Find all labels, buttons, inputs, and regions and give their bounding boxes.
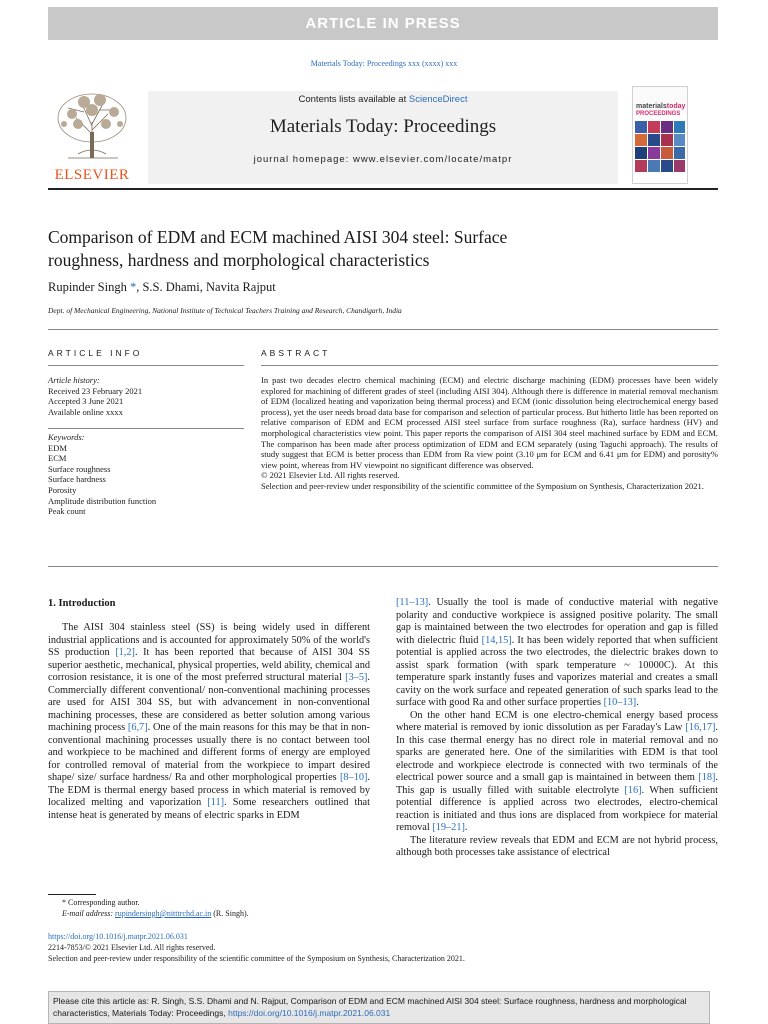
corresponding-author-marker[interactable]: *	[126, 280, 137, 294]
body-text: . The EDM is thermal energy based process in which material is removed by localized melting and vaporization	[48, 772, 370, 808]
contents-prefix: Contents lists available at	[298, 94, 409, 105]
journal-cover-thumbnail[interactable]	[632, 86, 688, 184]
body-text: .	[464, 822, 468, 833]
elsevier-tree-icon	[48, 88, 136, 164]
history-label: Article history:	[48, 375, 100, 385]
email-suffix: (R. Singh).	[211, 909, 249, 918]
body-text: .	[636, 697, 639, 708]
body-text: On the other hand ECM is one electro-chemical energy based process where material is removed by ionic dissolution as per Faraday's Law	[396, 709, 718, 733]
contents-line	[148, 94, 618, 105]
title-line-2: roughness, hardness and morphological characteristics	[48, 250, 430, 270]
issn-line: 2214-7853/© 2021 Elsevier Ltd. All rights reserved.	[48, 943, 216, 952]
citation-ref-link[interactable]: [14,15]	[481, 634, 512, 646]
citation-ref-link[interactable]: [18]	[698, 772, 716, 783]
keyword: Surface hardness	[48, 474, 106, 485]
elsevier-logo[interactable]	[48, 88, 136, 184]
cover-subtitle: PROCEEDINGS	[636, 111, 681, 117]
email-label: E-mail address:	[62, 909, 116, 918]
citation-text: Please cite this article as: R. Singh, S.S. Dhami and N. Rajput, Comparison of EDM and ECM machined AISI 304 steel: Surface roughness, hardness and morphological characteristics, Materials Today: Proceedings,	[53, 996, 687, 1018]
footnote-rule	[48, 894, 96, 895]
peer-review-line: Selection and peer-review under responsibility of the scientific committee of the Symposium on Synthesis, Characterization 2021.	[48, 954, 465, 963]
abstract-peer-review: Selection and peer-review under responsibility of the scientific committee of the Symposium on Synthesis, Characterization 2021.	[261, 480, 704, 491]
body-text: The literature review reveals that EDM and ECM are not hybrid process, although both processes take assistance of electrical	[396, 834, 718, 858]
cover-brand-b: today	[666, 103, 686, 110]
doi-block	[48, 931, 718, 964]
header-rule	[48, 188, 718, 190]
abstract-heading: ABSTRACT	[261, 348, 331, 358]
abstract-body	[261, 375, 718, 492]
body-paragraph	[396, 835, 718, 860]
abstract-text: In past two decades electro chemical machining (ECM) and electric discharge machining (EDM) processes have been widely explored for machining of different grades of steel (including AISI 304). Although there is difference in material removal mechanism of EDM (localized heating and vaporization being thermal process) and ECM (ionic dissolution being electrochemical energy based process), yet the user needs broad data base for comparison and selection of particular process. But hitherto little has been reported on relative comparison of EDM and ECM processed AISI steel surface from surface roughness (Ra), surface hardness (HV) and morphological characteristics view point. This paper reports the comparison of AISI 304 steel machined surface by EDM and ECM. The comparison has been made after process optimization of EDM and ECM separately (using Taguchi approach). The results of study suggest that ECM is better process than EDM from Ra view point (3.10 μm for ECM and 6.41 μm for EDM) and porosity% view point, whereas from HV viewpoint no significant difference was observed.	[261, 375, 718, 470]
email-line	[48, 908, 368, 919]
body-text: . In this case thermal energy has no direct role in material removal and no sparks are generated here. One of the similarities with EDM is that tool electrode and workpiece electrode is connected with two terminals of the electrical power source and a small gap is maintained in between them	[396, 722, 718, 783]
body-column-left	[48, 622, 370, 822]
keyword: Porosity	[48, 484, 77, 495]
keywords	[48, 432, 244, 517]
abstract-bottom-rule	[48, 566, 718, 567]
corresponding-author-note: * Corresponding author.	[62, 898, 140, 907]
journal-reference[interactable]: Materials Today: Proceedings xxx (xxxx) xxx	[310, 59, 458, 68]
masthead	[48, 84, 718, 186]
keyword: Amplitude distribution function	[48, 495, 157, 506]
body-text: . When sufficient potential difference is applied across two electrodes, electro-chemical reaction is initiated and thus ions are displaced from workpiece for material removal	[396, 784, 718, 833]
keyword: Surface roughness	[48, 463, 111, 474]
journal-homepage[interactable]: journal homepage: www.elsevier.com/locate/matpr	[253, 154, 513, 165]
publisher-name: ELSEVIER	[54, 167, 130, 183]
keyword: Peak count	[48, 506, 86, 517]
title-line-1: Comparison of EDM and ECM machined AISI 304 steel: Surface	[48, 227, 508, 247]
article-info-rule	[48, 365, 244, 366]
citation-ref-link[interactable]: [16]	[624, 784, 642, 796]
journal-header	[148, 91, 618, 184]
keywords-rule	[48, 428, 244, 429]
citation-ref-link[interactable]: [6,7]	[127, 722, 148, 733]
body-paragraph	[396, 710, 718, 835]
body-text: . This gap is usually filled with suitable electrolyte	[396, 772, 718, 796]
received-date: Received 23 February 2021	[48, 385, 143, 396]
cover-brand-a: materials	[636, 103, 667, 110]
citation-ref-link[interactable]: [10–13]	[603, 697, 637, 708]
accepted-date: Accepted 3 June 2021	[48, 396, 124, 407]
citation-ref-link[interactable]: [3–5]	[345, 672, 368, 683]
sciencedirect-link[interactable]: ScienceDirect	[408, 94, 468, 105]
body-text: . It has been widely reported that when sufficient potential is applied across the two electrodes, the dielectric brakes down to assist spark formation (with spark temperature ~ 10000C). At this temperature spark instantly fuses and vaporizes material and creates a small cavity on the work surface and repeated generation of such sparks lead to the surface with good Ra and other surface properties	[396, 634, 718, 708]
body-text: . Commercially different conventional/ non-conventional machining processes are used for AISI 304 SS, but with advancement in non-conventional machining processes, these are considered as better solution among various machining process	[48, 672, 370, 733]
citation-ref-link[interactable]: [8–10]	[339, 772, 368, 783]
affiliation: Dept. of Mechanical Engineering, National Institute of Technical Teachers Training and Research, Chandigarh, India	[48, 306, 402, 315]
body-text: . Some researchers outlined that intense heat is generated by means of electric sparks in EDM	[48, 797, 370, 821]
citation-box	[48, 991, 710, 1024]
doi-link[interactable]: https://doi.org/10.1016/j.matpr.2021.06.031	[48, 932, 188, 941]
citation-ref-link[interactable]: [11]	[207, 797, 225, 808]
citation-ref-link[interactable]: [11–13]	[396, 597, 429, 608]
body-paragraph	[396, 597, 718, 710]
abstract-copyright: © 2021 Elsevier Ltd. All rights reserved.	[261, 470, 400, 481]
body-text: . One of the main reasons for this may be that in non-conventional machining processes usually there is no contact between tool and workpiece to be machined and different forms of energy are employed for controlled removal of material from the workpiece to impart desired shape/ size/ surface hardness/ Ra and other morphological properties	[48, 722, 370, 783]
email-link[interactable]: rupindersingh@nitttrchd.ac.in	[115, 909, 212, 918]
author-rest: , S.S. Dhami, Navita Rajput	[136, 280, 276, 294]
citation-ref-link[interactable]: [1,2]	[115, 647, 135, 658]
body-text: The AISI 304 stainless steel (SS) is being widely used in different industrial applications and is accounted for approximately 50% of the world's SS production	[48, 622, 370, 658]
authors	[48, 280, 276, 295]
journal-title: Materials Today: Proceedings	[269, 116, 497, 137]
article-history	[48, 375, 244, 417]
keyword: EDM	[48, 442, 67, 453]
citation-ref-link[interactable]: [16,17]	[685, 722, 716, 733]
article-in-press-banner: ARTICLE IN PRESS	[48, 7, 718, 40]
body-column-right	[396, 597, 718, 860]
cover-image-grid-icon	[635, 121, 685, 177]
body-paragraph	[48, 622, 370, 822]
body-text: . It has been reported that because of AISI 304 SS superior aesthetic, mechanical, physical properties, weld ability, chemical and corrosion resistance, it is one of the most preferred structural material	[48, 647, 370, 683]
citation-ref-link[interactable]: [19–21]	[432, 822, 465, 833]
section-rule	[48, 329, 718, 330]
article-info-heading: ARTICLE INFO	[48, 348, 143, 358]
keyword: ECM	[48, 453, 67, 464]
online-date: Available online xxxx	[48, 406, 123, 417]
abstract-rule	[261, 365, 718, 366]
keywords-label: Keywords:	[48, 432, 85, 442]
author-first: Rupinder Singh	[48, 280, 127, 294]
article-title	[48, 226, 718, 272]
introduction-heading: 1. Introduction	[48, 598, 116, 609]
footnote	[48, 897, 368, 919]
body-text: . Usually the tool is made of conductive material with negative polarity and conductive workpiece is assigned positive polarity. The small gap is maintained between the two electrodes for operation and gap is filled with dielectric fluid	[396, 597, 718, 646]
citation-doi-link[interactable]: https://doi.org/10.1016/j.matpr.2021.06.031	[228, 1008, 391, 1018]
cover-brand	[636, 103, 685, 110]
